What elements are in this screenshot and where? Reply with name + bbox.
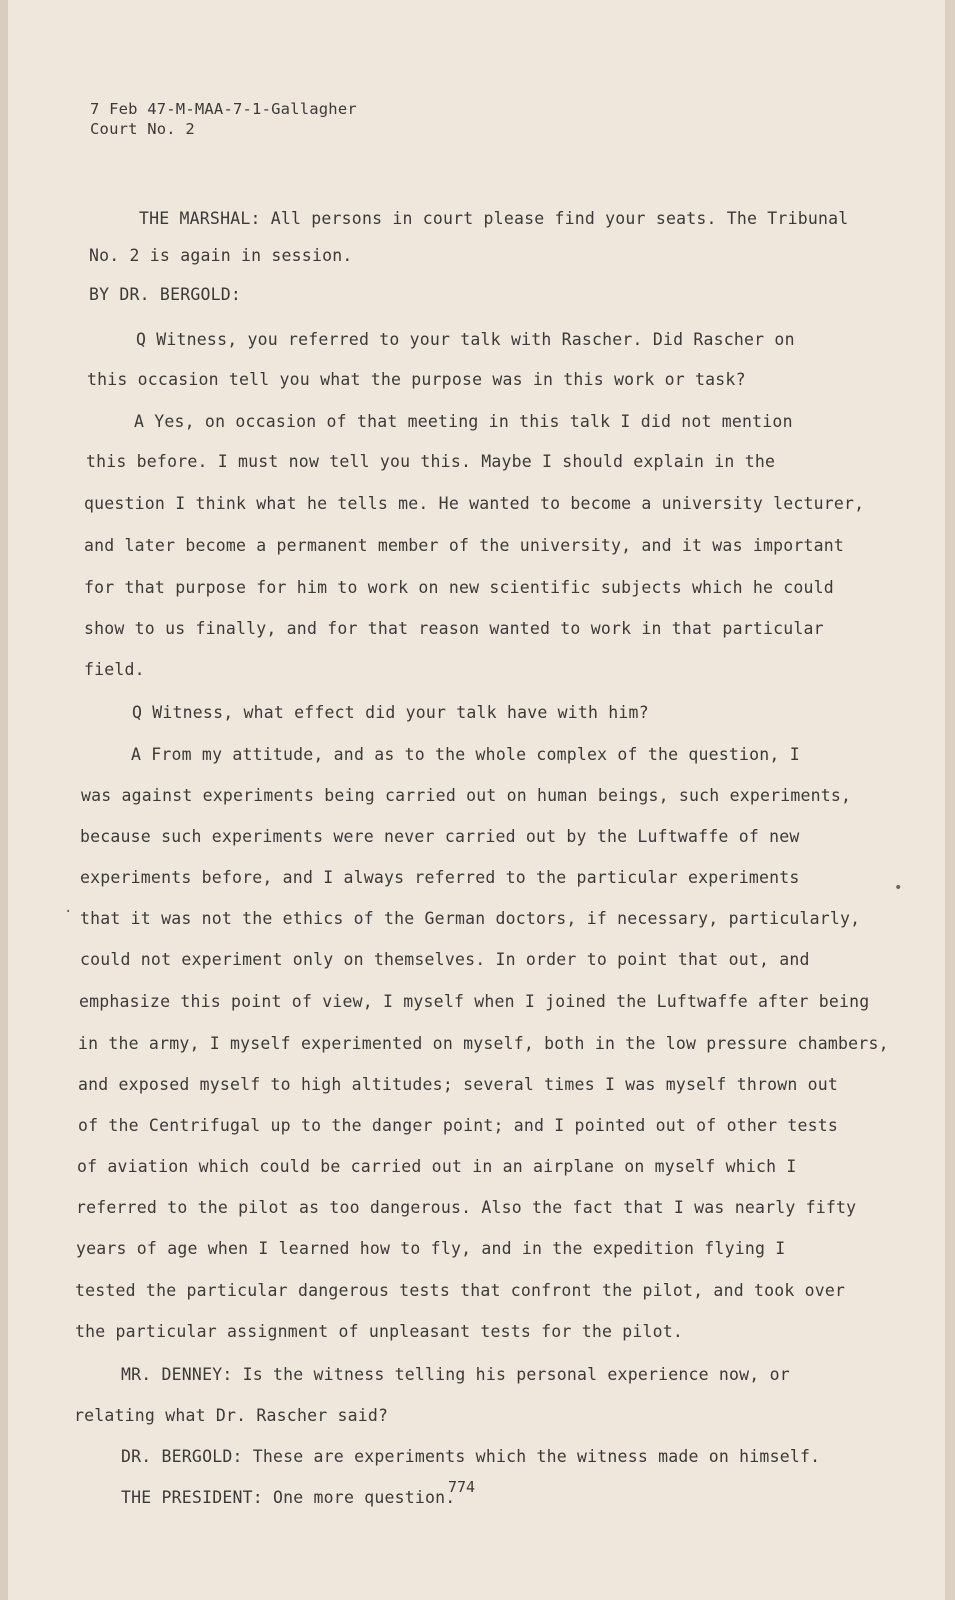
- text-line: DR. BERGOLD: These are experiments which the witness made on himself.: [121, 1447, 821, 1466]
- text-line: THE PRESIDENT: One more question.: [121, 1488, 456, 1507]
- text-line: Q Witness, you referred to your talk with Rascher. Did Rascher on: [136, 330, 795, 349]
- text-line: for that purpose for him to work on new scientific subjects which he could: [84, 578, 834, 597]
- text-line: show to us finally, and for that reason wanted to work in that particular: [84, 619, 824, 638]
- text-line: experiments before, and I always referred to the particular experiments: [80, 868, 800, 887]
- text-line: A From my attitude, and as to the whole complex of the question, I: [131, 745, 800, 764]
- text-line: tested the particular dangerous tests that confront the pilot, and took over: [75, 1281, 846, 1300]
- text-line: this before. I must now tell you this. Maybe I should explain in the: [86, 452, 776, 471]
- text-line: that it was not the ethics of the German doctors, if necessary, particularly,: [80, 909, 861, 928]
- text-line: could not experiment only on themselves. In order to point that out, and: [80, 950, 810, 969]
- text-line: and exposed myself to high altitudes; several times I was myself thrown out: [78, 1075, 839, 1094]
- text-line: of aviation which could be carried out in an airplane on myself which I: [77, 1157, 797, 1176]
- text-line: of the Centrifugal up to the danger point; and I pointed out of other tests: [78, 1116, 839, 1135]
- ink-mark: •: [894, 880, 903, 896]
- text-line: years of age when I learned how to fly, and in the expedition flying I: [76, 1239, 786, 1258]
- text-line: No. 2 is again in session.: [89, 246, 353, 265]
- text-line: was against experiments being carried out on human beings, such experiments,: [81, 786, 852, 805]
- text-line: and later become a permanent member of the university, and it was important: [84, 536, 845, 555]
- text-line: field.: [84, 660, 145, 679]
- text-line: relating what Dr. Rascher said?: [74, 1406, 389, 1425]
- text-line: referred to the pilot as too dangerous. Also the fact that I was nearly fifty: [76, 1198, 857, 1217]
- header-court: Court No. 2: [90, 120, 195, 138]
- text-line: Q Witness, what effect did your talk have with him?: [132, 703, 649, 722]
- text-line: the particular assignment of unpleasant tests for the pilot.: [75, 1322, 684, 1341]
- header-reference: 7 Feb 47-M-MAA-7-1-Gallagher: [90, 100, 357, 118]
- text-line: A Yes, on occasion of that meeting in this talk I did not mention: [134, 412, 793, 431]
- text-line: MR. DENNEY: Is the witness telling his personal experience now, or: [121, 1365, 790, 1384]
- text-line: BY DR. BERGOLD:: [89, 285, 242, 304]
- ink-mark: ·: [64, 904, 73, 920]
- page-number: 774: [448, 1478, 476, 1496]
- text-line: THE MARSHAL: All persons in court please find your seats. The Tribunal: [139, 209, 849, 228]
- text-line: emphasize this point of view, I myself when I joined the Luftwaffe after being: [79, 992, 870, 1011]
- text-line: question I think what he tells me. He wanted to become a university lecturer,: [84, 494, 865, 513]
- text-line: this occasion tell you what the purpose was in this work or task?: [87, 370, 746, 389]
- text-line: because such experiments were never carried out by the Luftwaffe of new: [80, 827, 800, 846]
- text-line: in the army, I myself experimented on myself, both in the low pressure chambers,: [78, 1034, 889, 1053]
